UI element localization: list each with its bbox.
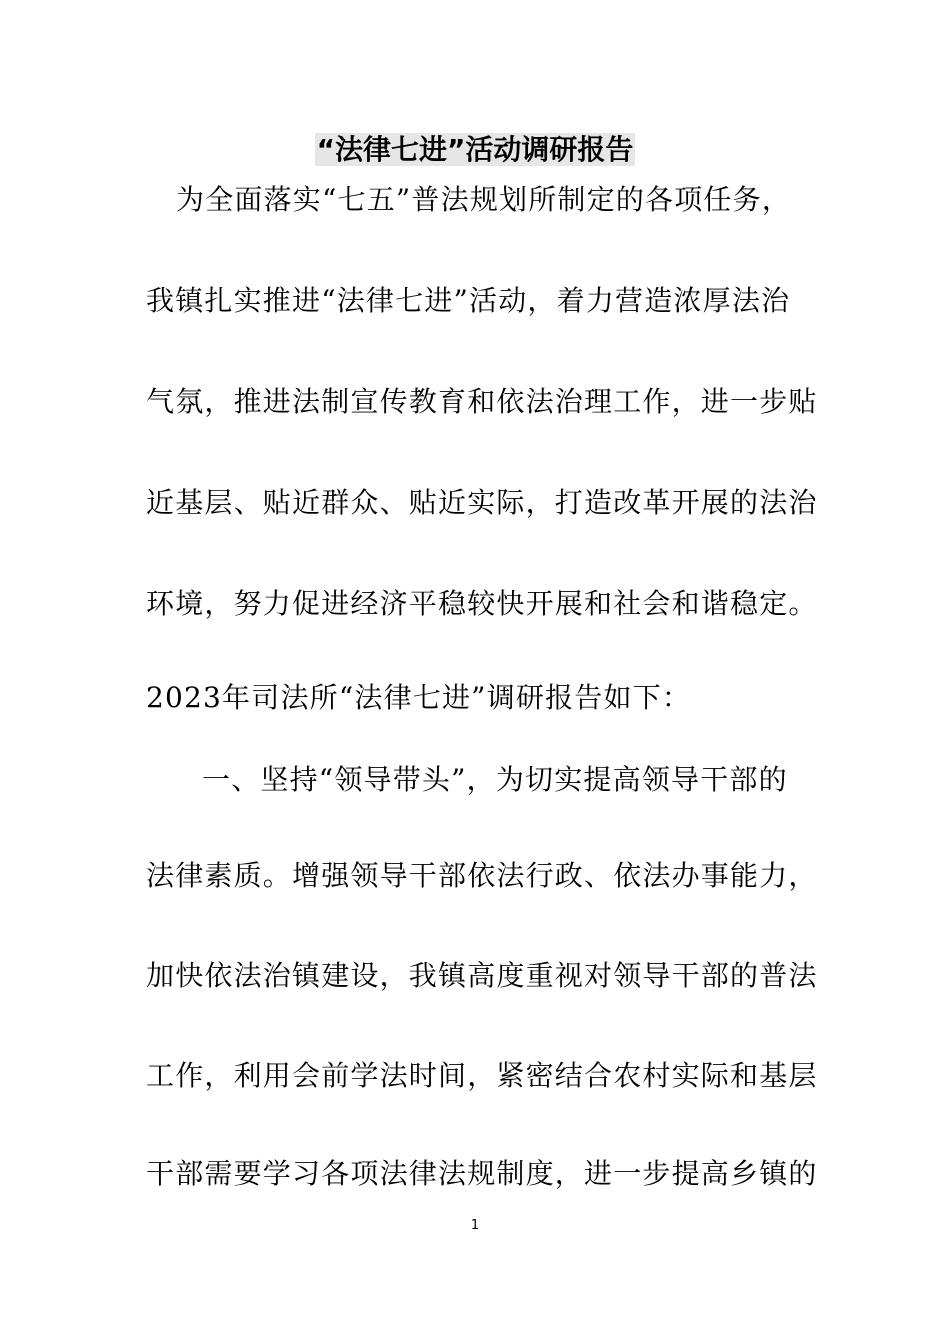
paragraph-line-3: 气氛，推进法制宣传教育和依法治理工作，进一步贴 [146,385,818,418]
document-title [0,130,950,170]
section-one-line-1: 一、坚持“领导带头”，为切实提高领导干部的 [202,763,788,796]
section-one-line-3: 加快依法治镇建设，我镇高度重视对领导干部的普法 [146,959,818,992]
document-title-text: “法律七进”活动调研报告 [316,133,634,166]
paragraph-line-5: 环境，努力促进经济平稳较快开展和社会和谐稳定。 [146,587,818,620]
section-one-line-4: 工作，利用会前学法时间，紧密结合农村实际和基层 [146,1059,818,1092]
section-one-line-5: 干部需要学习各项法律法规制度，进一步提高乡镇的 [146,1157,818,1190]
paragraph-line-1: 为全面落实“七五”普法规划所制定的各项任务， [176,183,792,216]
paragraph-line-6: 2023年司法所“法律七进”调研报告如下： [146,681,692,714]
section-one-line-2: 法律素质。增强领导干部依法行政、依法办事能力， [146,859,818,892]
paragraph-line-4: 近基层、贴近群众、贴近实际，打造改革开展的法治 [146,486,818,519]
paragraph-line-2: 我镇扎实推进“法律七进”活动，着力营造浓厚法治 [146,284,791,317]
page-number: 1 [470,1218,480,1233]
